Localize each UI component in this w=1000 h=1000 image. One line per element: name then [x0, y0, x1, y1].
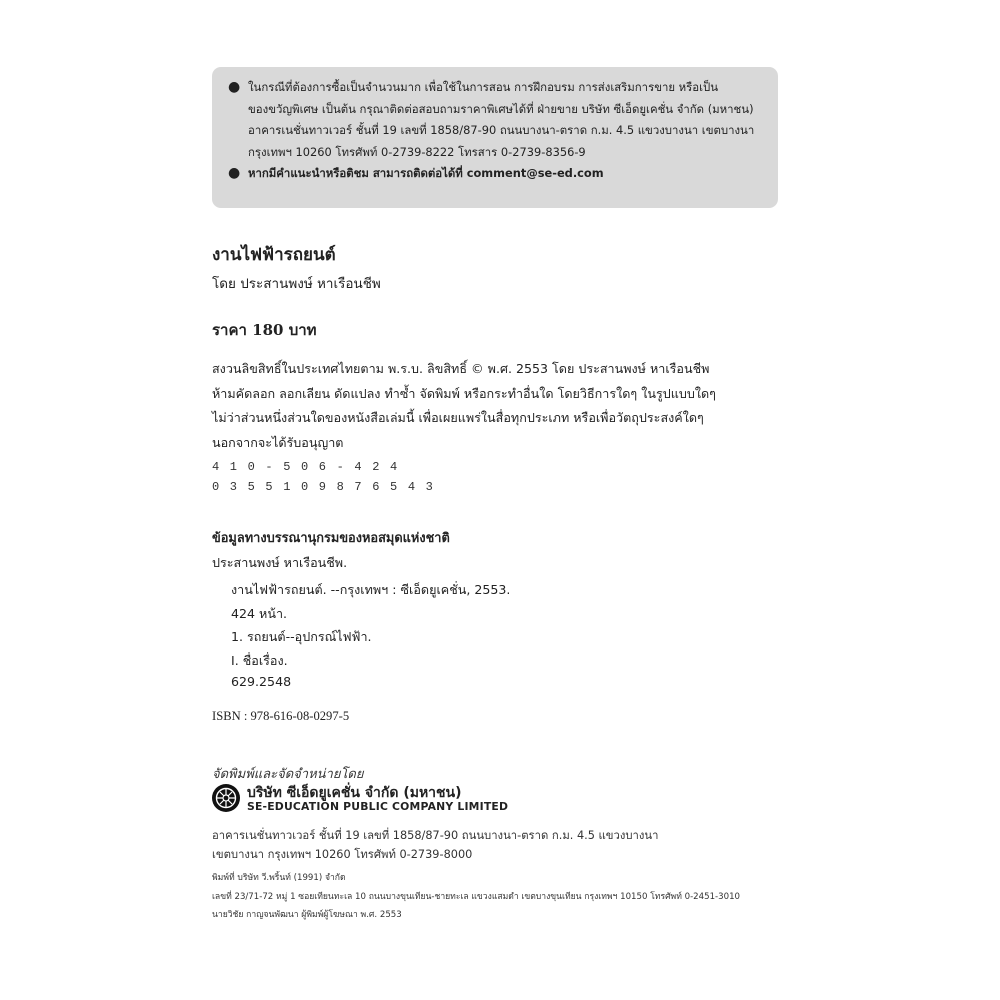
bullet-icon: ●	[228, 79, 241, 95]
cip-pages: 424 หน้า.	[231, 606, 288, 621]
notice-line: ในกรณีที่ต้องการซื้อเป็นจำนวนมาก เพื่อใช้ในการสอน การฝึกอบรม การส่งเสริมการขาย หรือเป็น	[248, 80, 719, 94]
book-title: งานไฟฟ้ารถยนต์	[212, 245, 336, 265]
printer-line: พิมพ์ที่ บริษัท วี.พริ้นท์ (1991) จำกัด	[212, 873, 346, 883]
se-ed-logo-icon	[212, 784, 240, 812]
copyright-line: ห้ามคัดลอก ลอกเลียน ดัดแปลง ทำซ้ำ จัดพิมพ์ หรือกระทำอื่นใด โดยวิธีการใดๆ ในรูปแบบใดๆ	[212, 385, 716, 401]
cip-heading: ข้อมูลทางบรรณานุกรมของหอสมุดแห่งชาติ	[212, 531, 450, 546]
book-price: ราคา 180 บาท	[212, 321, 317, 339]
isbn: ISBN : 978-616-08-0297-5	[212, 709, 350, 723]
copyright-line: ไม่ว่าส่วนหนึ่งส่วนใดของหนังสือเล่มนี้ เพื่อเผยแพร่ในสื่อทุกประเภท หรือเพื่อวัตถุประสงค์ใดๆ	[212, 410, 704, 425]
notice-line: อาคารเนชั่นทาวเวอร์ ชั้นที่ 19 เลขที่ 1858/87-90 ถนนบางนา-ตราด ก.ม. 4.5 แขวงบางนา เขตบางนา	[248, 123, 755, 137]
print-code-line-1: 410-506-424	[212, 460, 408, 474]
publisher-address-line: เขตบางนา กรุงเทพฯ 10260 โทรศัพท์ 0-2739-8000	[212, 848, 473, 861]
cip-title-line: งานไฟฟ้ารถยนต์. --กรุงเทพฯ : ซีเอ็ดยูเคชั่น, 2553.	[231, 582, 511, 597]
notice-bulk-order-text	[248, 77, 766, 163]
published-by-label: จัดพิมพ์และจัดจำหน่ายโดย	[212, 767, 364, 782]
notice-line: ของขวัญพิเศษ เป็นต้น กรุณาติดต่อสอบถามราคาพิเศษได้ที่ ฝ่ายขาย บริษัท ซีเอ็ดยูเคชั่น จำกัด (มหาชน)	[248, 101, 754, 116]
print-code-line-2: 0355109876543	[212, 480, 444, 494]
notice-feedback-text: หากมีคำแนะนำหรือติชม สามารถติดต่อได้ที่ comment@se-ed.com	[248, 166, 604, 180]
printer-line: เลขที่ 23/71-72 หมู่ 1 ซอยเทียนทะเล 10 ถนนบางขุนเทียน-ชายทะเล แขวงแสมดำ เขตบางขุนเทียน กรุงเทพฯ 10150 โทรศัพท์ 0-2451-3010	[212, 892, 741, 902]
notice-bullet-1	[228, 77, 766, 163]
bullet-icon: ●	[228, 165, 241, 181]
publisher-name-english: SE-EDUCATION PUBLIC COMPANY LIMITED	[247, 800, 509, 813]
notice-line: กรุงเทพฯ 10260 โทรศัพท์ 0-2739-8222 โทรสาร 0-2739-8356-9	[248, 144, 586, 159]
printer-line: นายวิชัย กาญจนพัฒนา ผู้พิมพ์ผู้โฆษณา พ.ศ. 2553	[212, 910, 402, 920]
cip-classification: 629.2548	[231, 674, 292, 689]
copyright-line: สงวนลิขสิทธิ์ในประเทศไทยตาม พ.ร.บ. ลิขสิทธิ์ © พ.ศ. 2553 โดย ประสานพงษ์ หาเรือนชีพ	[212, 361, 710, 376]
publisher-name-thai: บริษัท ซีเอ็ดยูเคชั่น จำกัด (มหาชน)	[247, 785, 462, 801]
copyright-notice	[212, 357, 716, 455]
notice-bullet-2	[228, 163, 766, 185]
publisher-address-line: อาคารเนชั่นทาวเวอร์ ชั้นที่ 19 เลขที่ 1858/87-90 ถนนบางนา-ตราด ก.ม. 4.5 แขวงบางนา	[212, 829, 659, 842]
book-author: โดย ประสานพงษ์ หาเรือนชีพ	[212, 276, 381, 292]
bulk-order-notice-box	[212, 67, 778, 208]
cip-title-entry: I. ชื่อเรื่อง.	[231, 653, 288, 668]
copyright-line: นอกจากจะได้รับอนุญาต	[212, 434, 344, 450]
cip-author: ประสานพงษ์ หาเรือนชีพ.	[212, 555, 348, 570]
cip-subject: 1. รถยนต์--อุปกรณ์ไฟฟ้า.	[231, 629, 372, 644]
